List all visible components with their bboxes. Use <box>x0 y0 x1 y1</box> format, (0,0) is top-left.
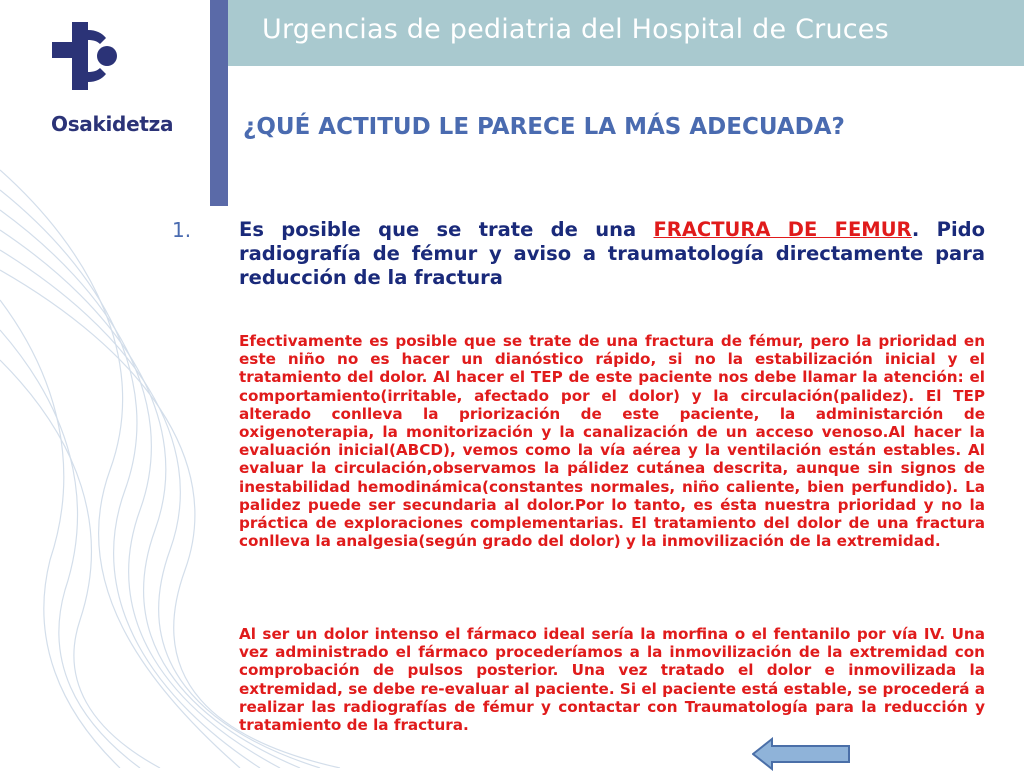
option-text <box>239 218 985 290</box>
left-arrow-icon[interactable] <box>753 739 849 769</box>
feedback-paragraph-2: Al ser un dolor intenso el fármaco ideal sería la morfina o el fentanilo por vía IV. Una vez administrado el fármaco procederíamos a la inmovilización de la extremidad con comprobación de pulsos posterior. Una vez tratado el dolor e inmovilizada la extremidad, se debe re-evaluar al paciente. Si el paciente está estable, se procederá a realizar las radiografías de fémur y contactar con Traumatología para la reducción y tratamiento de la fractura. <box>239 625 985 735</box>
option-number: 1. <box>172 218 192 242</box>
option-highlight: FRACTURA DE FEMUR <box>653 218 912 241</box>
option-text-before: Es posible que se trate de una <box>239 218 654 241</box>
left-accent-bar <box>210 0 228 206</box>
osakidetza-logo-icon <box>52 20 122 92</box>
slide-question: ¿QUÉ ACTITUD LE PARECE LA MÁS ADECUADA? <box>243 114 845 140</box>
back-arrow-button[interactable] <box>752 737 852 771</box>
feedback-paragraph-1: Efectivamente es posible que se trate de una fractura de fémur, pero la prioridad en este niño no es hacer un dianóstico rápido, si no la estabilización inicial y el tratamiento del dolor. Al hacer el TEP de este paciente nos debe llamar la atención: el comportamiento(irritable, afectado por el dolor) y la circulación(palidez). El TEP alterado conlleva la priorización de este paciente, la administarción de oxigenoterapia, la monitorización y la canalización de un acceso venoso.Al hacer la evaluación inicial(ABCD), vemos como la vía aérea y la ventilación están estables. Al evaluar la circulación,observamos la pálidez cutánea descrita, aunque sin signos de inestabilidad hemodinámica(constantes normales, niño caliente, bien perfundido). La palidez puede ser secundaria al dolor.Por lo tanto, es ésta nuestra prioridad y no la práctica de exploraciones complementarias. El tratamiento del dolor de una fractura conlleva la analgesia(según grado del dolor) y la inmovilización de la extremidad. <box>239 332 985 551</box>
option-text-after: . Pido radiografía de fémur y aviso a traumatología directamente para reducción de la fractura <box>239 218 986 289</box>
header-title: Urgencias de pediatria del Hospital de Cruces <box>262 14 889 45</box>
logo-text: Osakidetza <box>51 112 174 136</box>
